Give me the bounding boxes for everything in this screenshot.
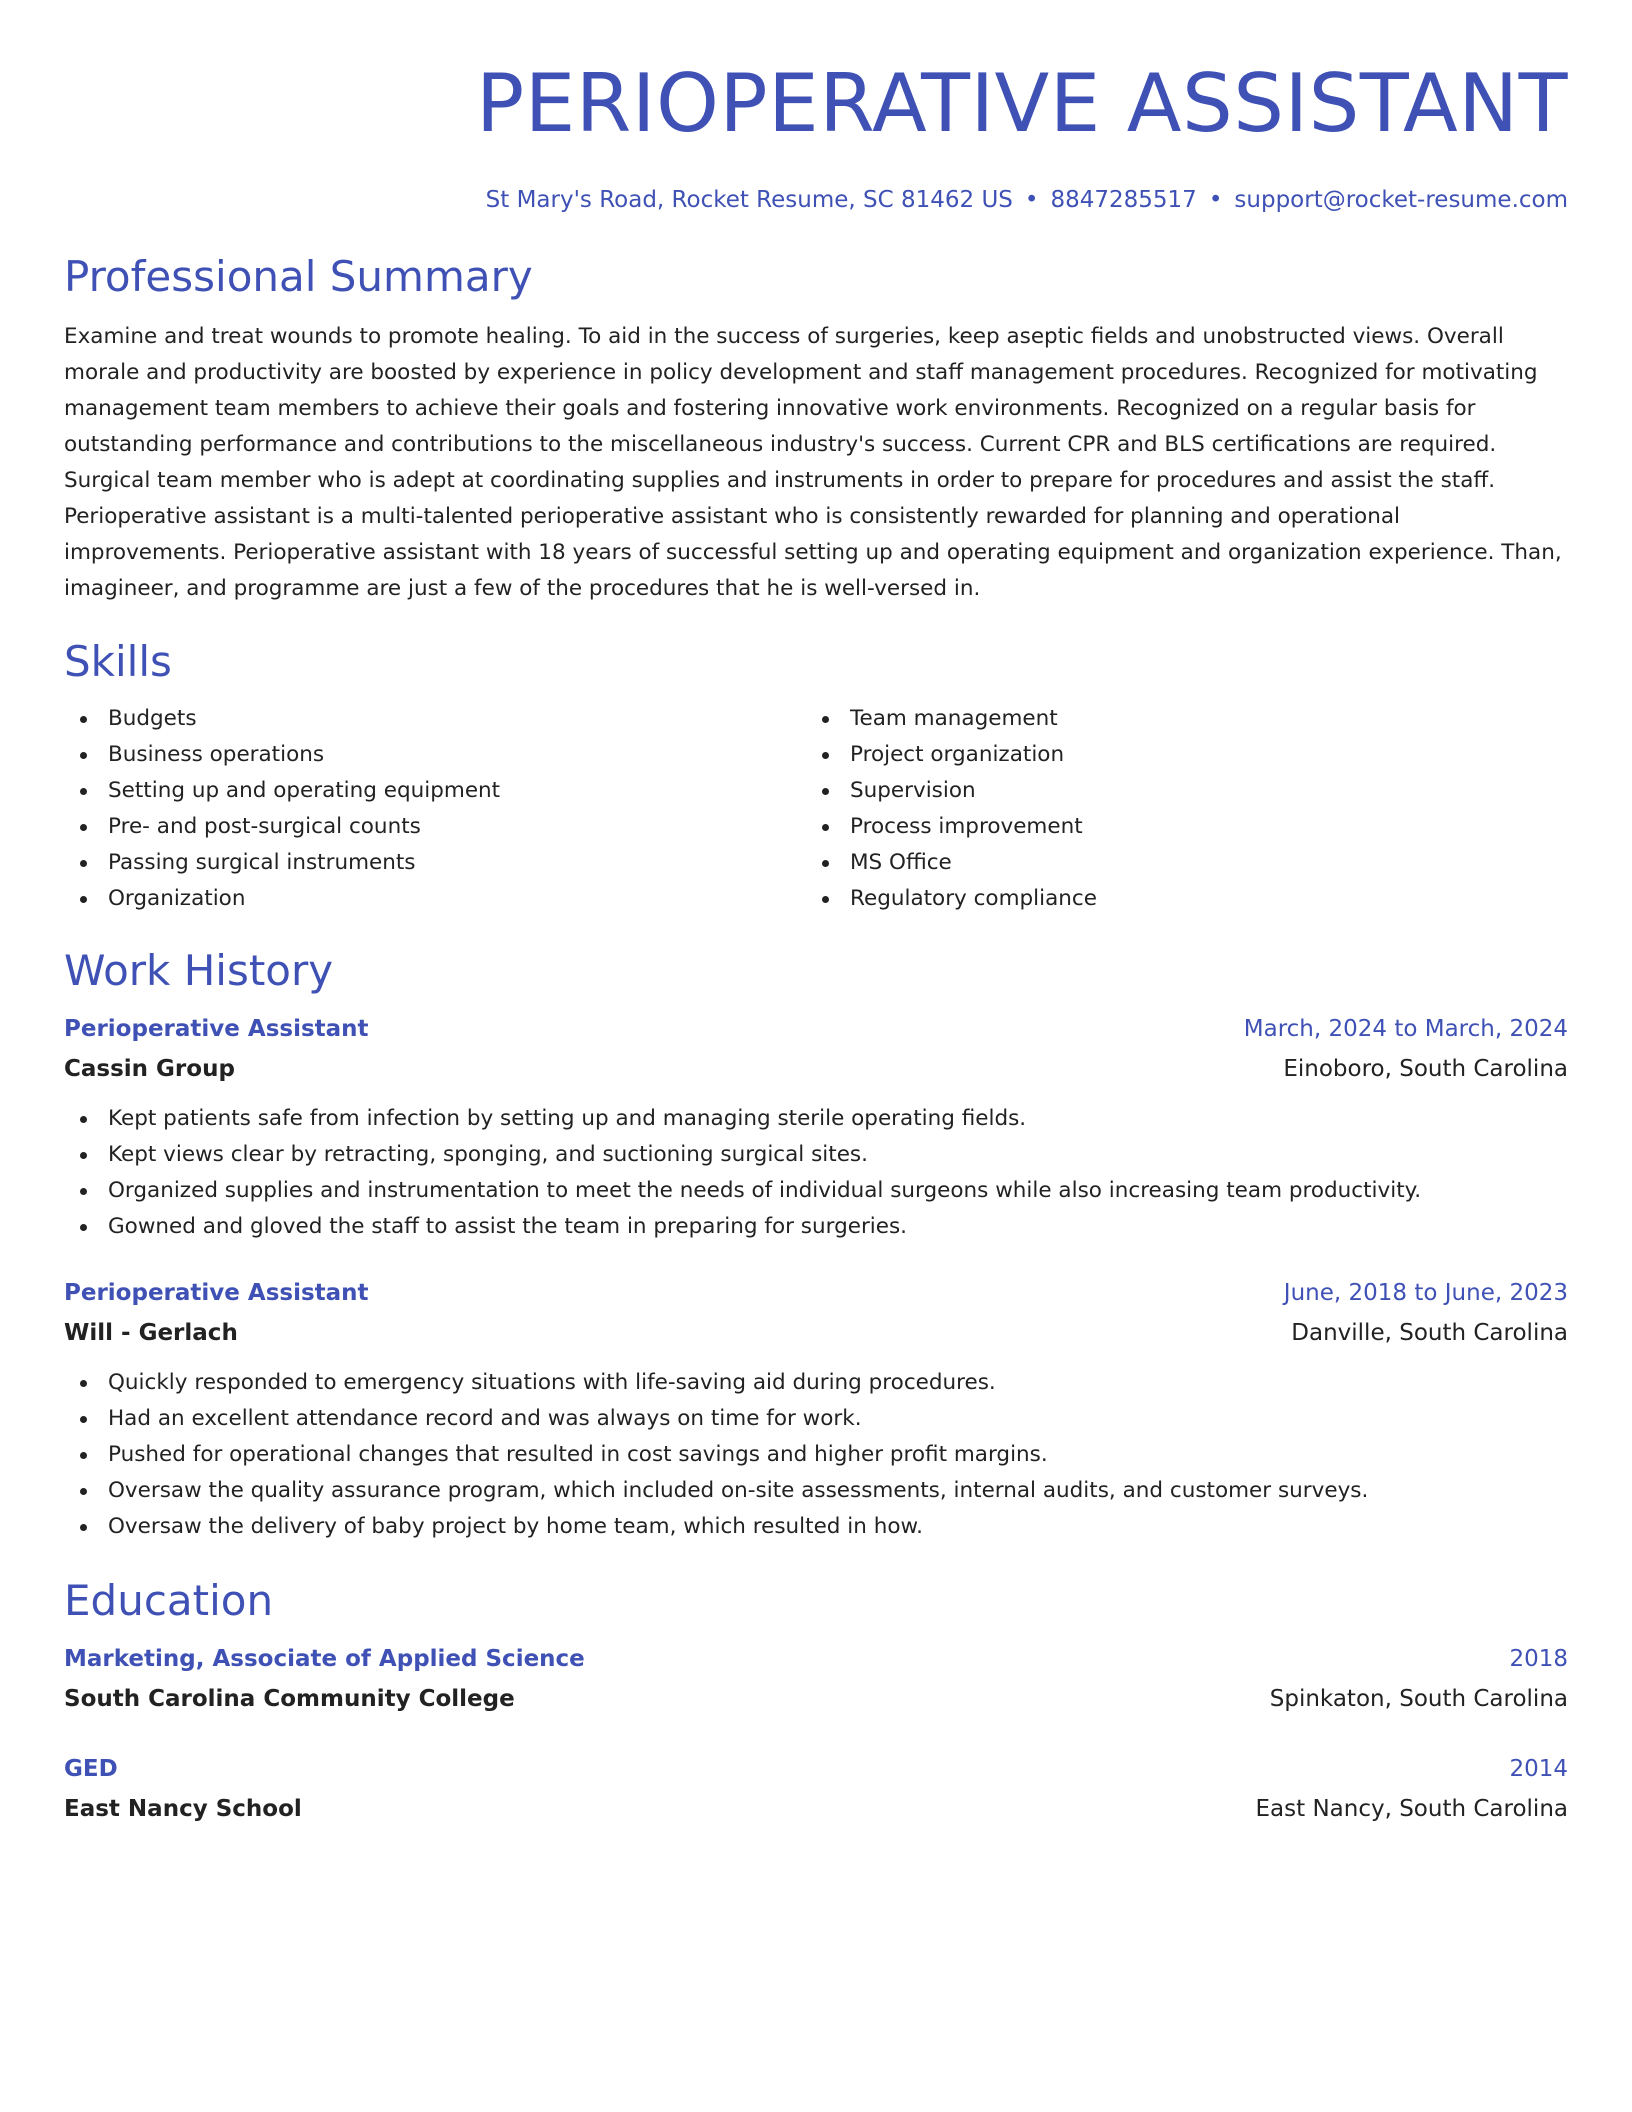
job-company: Will - Gerlach <box>64 1320 238 1346</box>
education-heading: Education <box>64 1576 274 1625</box>
education-year: 2014 <box>1509 1756 1568 1782</box>
job-role: Perioperative Assistant <box>64 1016 369 1042</box>
candidate-title: PERIOPERATIVE ASSISTANT <box>475 57 1568 150</box>
education-header-row <box>64 1639 1568 1679</box>
education-location: East Nancy, South Carolina <box>1255 1796 1568 1822</box>
job-bullet: Kept patients safe from infection by setting up and managing sterile operating fields. <box>64 1101 1568 1137</box>
education-year: 2018 <box>1509 1646 1568 1672</box>
education-school-row <box>64 1789 1568 1829</box>
skill-item: Organization <box>64 881 806 917</box>
education-entry <box>64 1749 1568 1829</box>
job-bullet: Quickly responded to emergency situations with life-saving aid during procedures. <box>64 1365 1568 1401</box>
job-bullet: Organized supplies and instrumentation to meet the needs of individual surgeons while also increasing team productivity. <box>64 1173 1568 1209</box>
education-header-row <box>64 1749 1568 1789</box>
education-school: South Carolina Community College <box>64 1686 515 1712</box>
job-entry <box>64 1273 1568 1545</box>
skills-heading: Skills <box>64 637 172 686</box>
skill-item: Project organization <box>806 737 1548 773</box>
job-company: Cassin Group <box>64 1056 235 1082</box>
skills-list-left <box>64 701 806 917</box>
education-degree: Marketing, Associate of Applied Science <box>64 1646 585 1672</box>
education-entry <box>64 1639 1568 1719</box>
contact-email: support@rocket-resume.com <box>1234 187 1568 213</box>
education-degree: GED <box>64 1756 118 1782</box>
skills-list-right <box>806 701 1548 917</box>
job-role: Perioperative Assistant <box>64 1280 369 1306</box>
job-bullet: Oversaw the quality assurance program, which included on-site assessments, internal audits, and customer surveys. <box>64 1473 1568 1509</box>
education-school-row <box>64 1679 1568 1719</box>
skill-item: Team management <box>806 701 1548 737</box>
contact-separator: • <box>1024 187 1039 213</box>
education-school: East Nancy School <box>64 1796 302 1822</box>
job-entry <box>64 1009 1568 1245</box>
skills-columns <box>64 701 1568 917</box>
skill-item: Supervision <box>806 773 1548 809</box>
job-bullet: Kept views clear by retracting, sponging, and suctioning surgical sites. <box>64 1137 1568 1173</box>
skill-item: Passing surgical instruments <box>64 845 806 881</box>
skill-item: Setting up and operating equipment <box>64 773 806 809</box>
work-history-heading: Work History <box>64 946 334 995</box>
job-bullets <box>64 1101 1568 1245</box>
job-dates: June, 2018 to June, 2023 <box>1283 1280 1568 1306</box>
summary-text: Examine and treat wounds to promote healing. To aid in the success of surgeries, keep aseptic fields and unobstructed views. Overall morale and productivity are boosted by experience in policy development and staff management procedures. Recognized for motivating management team members to achieve their goals and fostering innovative work environments. Recognized on a regular basis for outstanding performance and contributions to the miscellaneous industry's success. Current CPR and BLS certifications are required. Surgical team member who is adept at coordinating supplies and instruments in order to prepare for procedures and assist the staff. Perioperative assistant is a multi-talented perioperative assistant who is consistently rewarded for planning and operational improvements. Perioperative assistant with 18 years of successful setting up and operating equipment and organization experience. Than, imagineer, and programme are just a few of the procedures that he is well-versed in. <box>64 324 1562 601</box>
job-dates: March, 2024 to March, 2024 <box>1243 1016 1568 1042</box>
job-header-row <box>64 1009 1568 1049</box>
job-bullet: Oversaw the delivery of baby project by home team, which resulted in how. <box>64 1509 1568 1545</box>
contact-phone: 8847285517 <box>1050 187 1197 213</box>
job-org-row <box>64 1049 1568 1089</box>
job-header-row <box>64 1273 1568 1313</box>
job-bullet: Pushed for operational changes that resulted in cost savings and higher profit margins. <box>64 1437 1568 1473</box>
skill-item: Business operations <box>64 737 806 773</box>
contact-line <box>64 184 1568 216</box>
job-location: Einoboro, South Carolina <box>1283 1056 1568 1082</box>
job-bullet: Had an excellent attendance record and was always on time for work. <box>64 1401 1568 1437</box>
contact-address: St Mary's Road, Rocket Resume, SC 81462 US <box>485 187 1013 213</box>
resume-page <box>64 0 1568 1829</box>
job-bullet: Gowned and gloved the staff to assist the team in preparing for surgeries. <box>64 1209 1568 1245</box>
skill-item: Budgets <box>64 701 806 737</box>
job-org-row <box>64 1313 1568 1353</box>
job-bullets <box>64 1365 1568 1545</box>
summary-heading: Professional Summary <box>64 252 533 301</box>
contact-separator: • <box>1208 187 1223 213</box>
skill-item: Regulatory compliance <box>806 881 1548 917</box>
job-location: Danville, South Carolina <box>1291 1320 1568 1346</box>
skill-item: Pre- and post-surgical counts <box>64 809 806 845</box>
skill-item: Process improvement <box>806 809 1548 845</box>
education-location: Spinkaton, South Carolina <box>1269 1686 1568 1712</box>
skill-item: MS Office <box>806 845 1548 881</box>
